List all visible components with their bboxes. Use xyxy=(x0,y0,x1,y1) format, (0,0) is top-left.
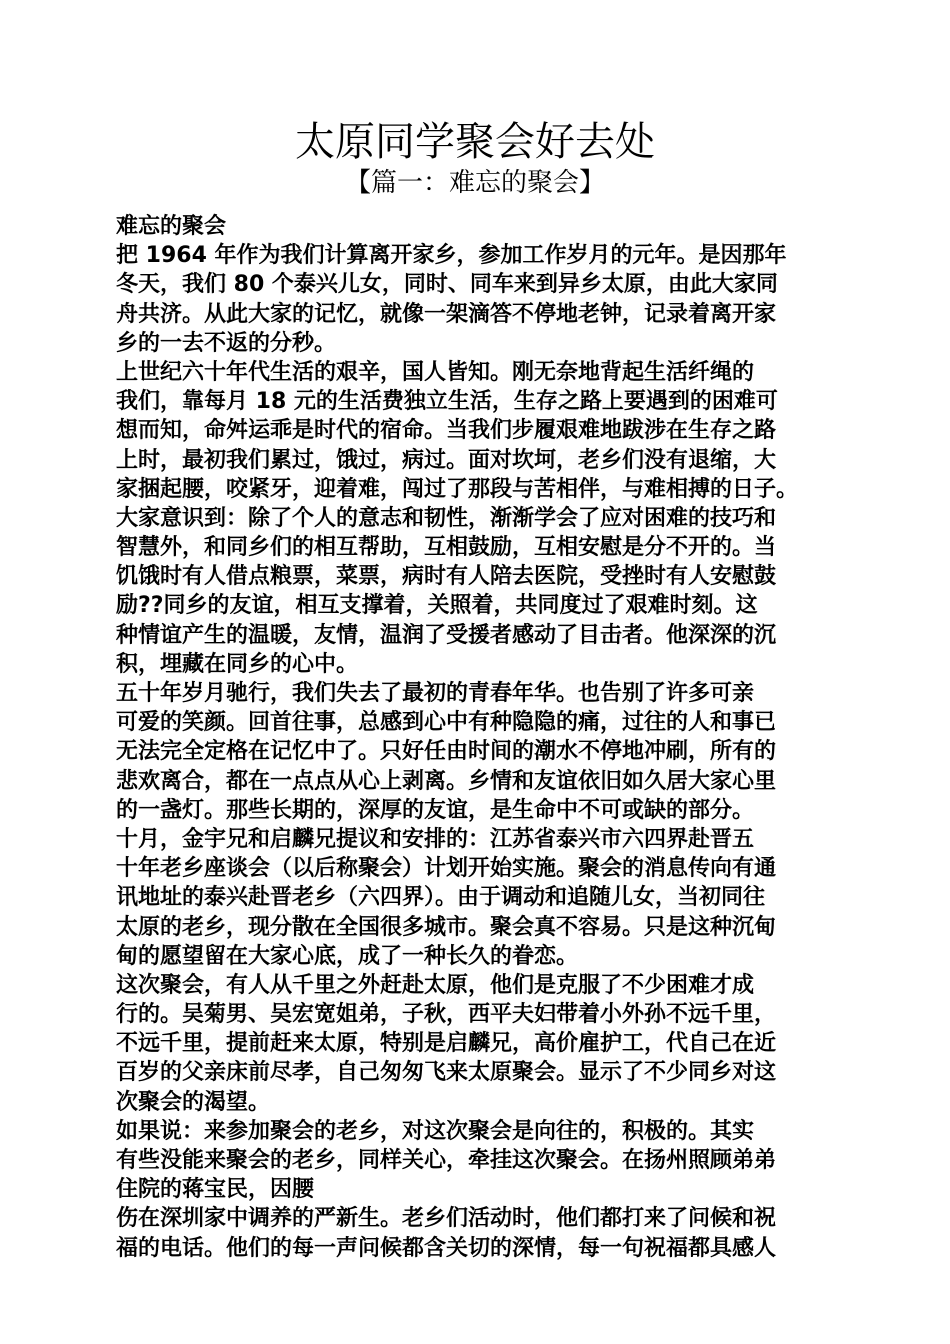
text-line: 百岁的父亲床前尽孝，自己匆匆飞来太原聚会。显示了不少同乡对这 xyxy=(116,1060,777,1086)
text-line: 想而知，命舛运乖是时代的宿命。当我们步履艰难地跋涉在生存之路 xyxy=(116,418,777,444)
text-line: 五十年岁月驰行，我们失去了最初的青春年华。也告别了许多可亲 xyxy=(116,681,755,706)
text-line: 这次聚会，有人从千里之外赶赴太原，他们是克服了不少困难才成 xyxy=(116,972,755,998)
text-line: 励??同乡的友谊，相互支撑着，关照着，共同度过了艰难时刻。这 xyxy=(116,593,758,619)
text-line: 乡的一去不返的分秒。 xyxy=(116,330,337,356)
text-line: 把 1964 年作为我们计算离开家乡，参加工作岁月的元年。是因那年 xyxy=(116,243,787,269)
text-line: 家捆起腰，咬紧牙，迎着难，闯过了那段与苦相伴，与难相搏的日子。 xyxy=(116,476,799,502)
text-line: 福的电话。他们的每一声问候都含关切的深情，每一句祝福都具感人 xyxy=(116,1235,777,1261)
text-line: 住院的蒋宝民，因腰 xyxy=(116,1177,315,1203)
text-line: 行的。吴菊男、吴宏宽姐弟，子秋，西平夫妇带着小外孙不远千里， xyxy=(116,1002,777,1028)
text-line: 次聚会的渴望。 xyxy=(116,1089,271,1115)
document-subtitle: 【篇一：难忘的聚会】 xyxy=(344,168,605,198)
text-line: 有些没能来聚会的老乡，同样关心，牵挂这次聚会。在扬州照顾弟弟 xyxy=(116,1148,777,1173)
text-line: 种情谊产生的温暖，友情，温润了受援者感动了目击者。他深深的沉 xyxy=(116,622,777,648)
text-line: 十月，金宇兄和启麟兄提议和安排的：江苏省泰兴市六四界赴晋五 xyxy=(116,826,755,852)
text-line: 我们，靠每月 18 元的生活费独立生活，生存之路上要遇到的困难可 xyxy=(116,389,778,415)
text-line: 讯地址的泰兴赴晋老乡（六四界）。由于调动和追随儿女，当初同往 xyxy=(116,885,766,911)
text-line: 甸的愿望留在大家心底，成了一种长久的眷恋。 xyxy=(116,943,579,969)
text-line: 无法完全定格在记忆中了。只好任由时间的潮水不停地冲刷，所有的 xyxy=(116,739,777,765)
text-line: 舟共济。从此大家的记忆，就像一架滴答不停地老钟，记录着离开家 xyxy=(116,301,777,327)
text-line: 可爱的笑颜。回首往事，总感到心中有种隐隐的痛，过往的人和事已 xyxy=(116,710,777,736)
text-line: 不远千里，提前赶来太原，特别是启麟兄，高价雇护工，代自己在近 xyxy=(116,1031,777,1057)
text-line: 上时，最初我们累过，饿过，病过。面对坎坷，老乡们没有退缩，大 xyxy=(116,447,777,473)
text-line: 大家意识到：除了个人的意志和韧性，渐渐学会了应对困难的技巧和 xyxy=(116,505,777,531)
text-line: 饥饿时有人借点粮票，菜票，病时有人陪去医院，受挫时有人安慰鼓 xyxy=(116,564,777,590)
text-line: 十年老乡座谈会（以后称聚会）计划开始实施。聚会的消息传向有通 xyxy=(116,856,777,882)
text-line: 冬天，我们 80 个泰兴儿女，同时、同车来到异乡太原，由此大家同 xyxy=(116,272,778,298)
text-line: 太原的老乡，现分散在全国很多城市。聚会真不容易。只是这种沉甸 xyxy=(116,914,777,940)
text-line: 难忘的聚会 xyxy=(116,214,227,239)
document-body xyxy=(116,212,840,1263)
text-line: 如果说：来参加聚会的老乡，对这次聚会是向往的，积极的。其实 xyxy=(116,1118,755,1144)
text-line: 伤在深圳家中调养的严新生。老乡们活动时，他们都打来了问候和祝 xyxy=(116,1206,777,1232)
text-line: 智慧外，和同乡们的相互帮助，互相鼓励，互相安慰是分不开的。当 xyxy=(116,535,777,561)
text-line: 上世纪六十年代生活的艰辛，国人皆知。刚无奈地背起生活纤绳的 xyxy=(116,359,755,385)
text-line: 悲欢离合，都在一点点从心上剥离。乡情和友谊依旧如久居大家心里 xyxy=(116,768,777,794)
text-line: 的一盏灯。那些长期的，深厚的友谊，是生命中不可或缺的部分。 xyxy=(116,797,755,823)
text-line: 积，埋藏在同乡的心中。 xyxy=(116,651,359,677)
document-title: 太原同学聚会好去处 xyxy=(295,119,655,165)
